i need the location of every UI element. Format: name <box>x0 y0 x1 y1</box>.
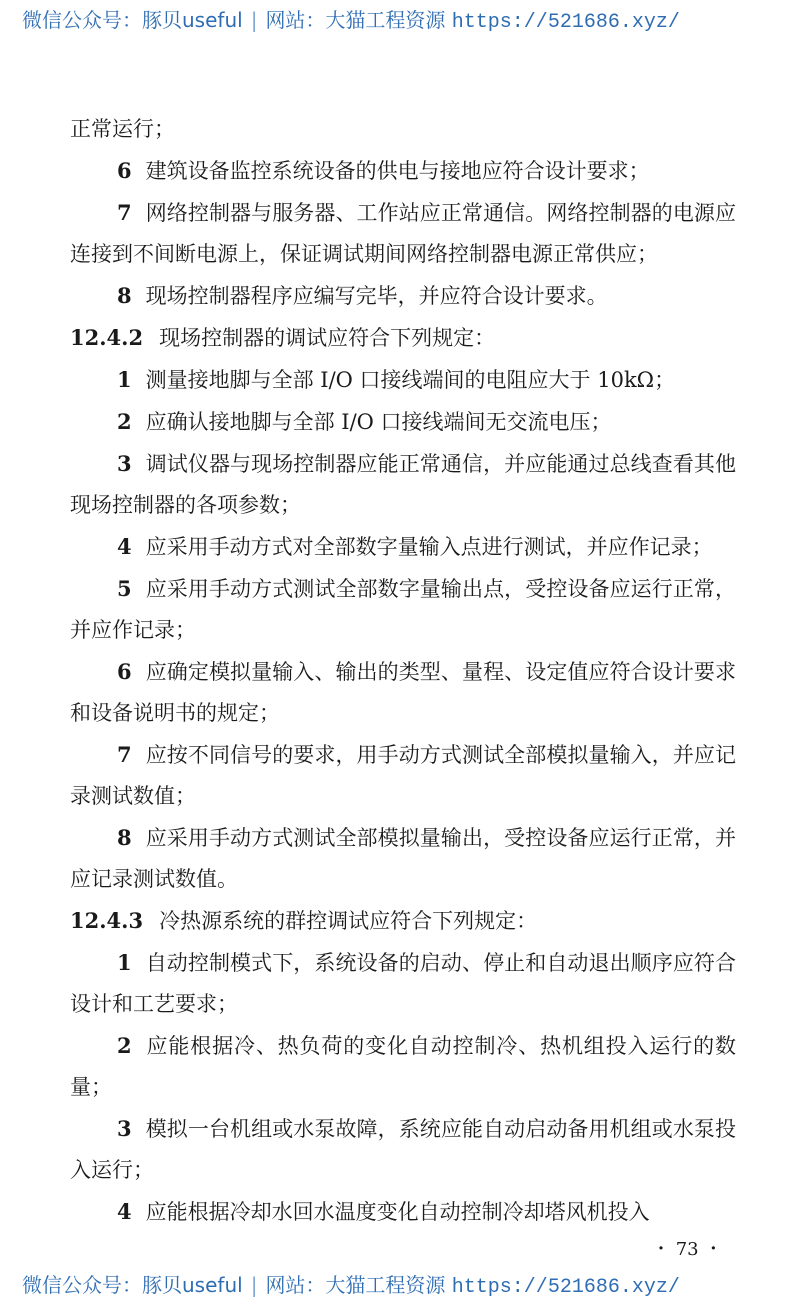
item-number: 8 <box>117 825 132 850</box>
list-item <box>70 942 736 1025</box>
clause-number: 12.4.2 <box>70 325 144 350</box>
list-item <box>70 568 736 651</box>
item-number: 4 <box>117 1199 132 1224</box>
list-item <box>70 651 736 734</box>
clause-number: 12.4.3 <box>70 908 144 933</box>
list-item <box>70 1191 736 1233</box>
watermark-url[interactable]: https://521686.xyz/ <box>451 1276 680 1299</box>
watermark-header <box>0 6 800 37</box>
watermark-url[interactable]: https://521686.xyz/ <box>451 11 680 34</box>
clause-heading <box>70 317 736 359</box>
item-text: 应确认接地脚与全部 I/O 口接线端间无交流电压； <box>145 410 612 434</box>
item-number: 6 <box>117 158 132 183</box>
list-item <box>70 150 736 192</box>
list-item <box>70 401 736 443</box>
item-text: 模拟一台机组或水泵故障，系统应能自动启动备用机组或水泵投入运行； <box>70 1117 736 1182</box>
watermark-separator: | <box>250 1273 258 1297</box>
watermark-footer <box>0 1271 800 1302</box>
item-number: 7 <box>117 742 132 767</box>
item-number: 2 <box>117 1033 132 1058</box>
clause-heading <box>70 900 736 942</box>
item-text: 网络控制器与服务器、工作站应正常通信。网络控制器的电源应连接到不间断电源上，保证调试期间网络控制器电源正常供应； <box>70 201 736 266</box>
watermark-site: 网站：大猫工程资源 <box>265 8 446 32</box>
item-text: 应确定模拟量输入、输出的类型、量程、设定值应符合设计要求和设备说明书的规定； <box>70 660 736 725</box>
list-item <box>70 443 736 526</box>
item-text: 现场控制器的调试应符合下列规定： <box>159 326 496 350</box>
list-item <box>70 275 736 317</box>
watermark-account: 微信公众号：豚贝useful <box>22 8 243 32</box>
list-item <box>70 526 736 568</box>
item-text: 正常运行； <box>70 117 175 141</box>
item-number: 8 <box>117 283 132 308</box>
item-text: 应采用手动方式测试全部模拟量输出，受控设备应运行正常，并应记录测试数值。 <box>70 826 736 891</box>
list-item <box>70 1025 736 1108</box>
item-text: 建筑设备监控系统设备的供电与接地应符合设计要求； <box>145 159 650 183</box>
item-text: 调试仪器与现场控制器应能正常通信，并应能通过总线查看其他现场控制器的各项参数； <box>70 452 736 517</box>
list-item <box>70 817 736 900</box>
watermark-account: 微信公众号：豚贝useful <box>22 1273 243 1297</box>
page-number: ・ 73 ・ <box>652 1239 723 1260</box>
watermark-separator: | <box>250 8 258 32</box>
item-text: 应能根据冷、热负荷的变化自动控制冷、热机组投入运行的数量； <box>70 1034 736 1099</box>
item-number: 3 <box>117 1116 132 1141</box>
paragraph-continuation <box>70 109 736 150</box>
item-text: 测量接地脚与全部 I/O 口接线端间的电阻应大于 10kΩ； <box>145 368 676 392</box>
item-number: 3 <box>117 451 132 476</box>
item-number: 2 <box>117 409 132 434</box>
list-item <box>70 359 736 401</box>
item-text: 现场控制器程序应编写完毕，并应符合设计要求。 <box>145 284 608 308</box>
document-body <box>70 109 736 1233</box>
list-item <box>70 734 736 817</box>
list-item <box>70 1108 736 1191</box>
item-number: 4 <box>117 534 132 559</box>
item-number: 5 <box>117 576 132 601</box>
watermark-site: 网站：大猫工程资源 <box>265 1273 446 1297</box>
item-text: 自动控制模式下，系统设备的启动、停止和自动退出顺序应符合设计和工艺要求； <box>70 951 736 1016</box>
item-text: 应采用手动方式对全部数字量输入点进行测试，并应作记录； <box>145 535 713 559</box>
item-text: 应能根据冷却水回水温度变化自动控制冷却塔风机投入 <box>145 1200 650 1224</box>
item-text: 应按不同信号的要求，用手动方式测试全部模拟量输入，并应记录测试数值； <box>70 743 736 808</box>
item-number: 6 <box>117 659 132 684</box>
item-number: 7 <box>117 200 132 225</box>
item-number: 1 <box>117 950 132 975</box>
item-text: 冷热源系统的群控调试应符合下列规定： <box>159 909 538 933</box>
list-item <box>70 192 736 275</box>
item-text: 应采用手动方式测试全部数字量输出点，受控设备应运行正常，并应作记录； <box>70 577 736 642</box>
item-number: 1 <box>117 367 132 392</box>
